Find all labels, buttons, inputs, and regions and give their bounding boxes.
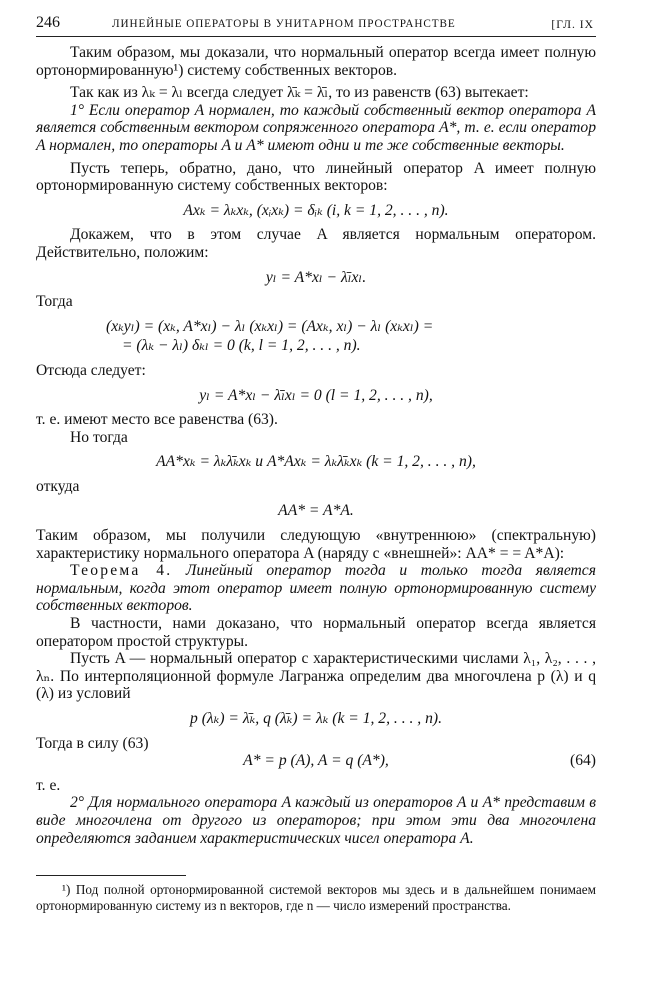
paragraph-ie: т. е.	[36, 776, 61, 794]
equation-y-def: yₗ = A*xₗ − λ̄ₗxₗ.	[265, 268, 367, 286]
paragraph-whence: откуда	[36, 477, 80, 495]
paragraph-11: Таким образом, мы получили следующую «внутреннюю» (спектральную) характеристику нормального оператора A (наряду с «внешней»: AA* = = A*A):	[36, 527, 596, 562]
equation-64: A* = p (A), A = q (A*),	[243, 752, 389, 770]
paragraph-hence: Отсюда следует:	[36, 361, 146, 379]
chapter-label: [ГЛ. IX	[551, 18, 594, 31]
equation-inner-product-a: (xₖyₗ) = (xₖ, A*xₗ) − λₗ (xₖxₗ) = (Axₖ, xₗ) − λₗ (xₖxₗ) =	[106, 317, 434, 335]
footnote	[36, 882, 596, 913]
equation-normal: AA* = A*A.	[278, 502, 354, 520]
header-rule	[36, 36, 596, 37]
paragraph-8: т. е. имеют место все равенства (63).	[36, 411, 278, 429]
paragraph-then: Тогда	[36, 293, 73, 311]
equation-inner-product-b: = (λₖ − λₗ) δₖₗ = 0 (k, l = 1, 2, . . . , n).	[122, 337, 361, 355]
paragraph-2: Так как из λₖ = λₗ всегда следует λ̄ₖ = λ̄ₗ, то из равенств (63) вытекает:	[70, 84, 529, 102]
property-2: 2° Для нормального оператора A каждый из операторов A и A* представим в виде многочлена от другого из операторов; при этом эти два многочлена определяются заданием характеристических чисел оператора A.	[36, 794, 596, 847]
equation-eigen: Axₖ = λₖxₖ, (xᵢxₖ) = δᵢₖ (i, k = 1, 2, . . . , n).	[183, 201, 449, 219]
paragraph-13: Пусть A — нормальный оператор с характеристическими числами λ₁, λ₂, . . . , λₙ. По интерполяционной формуле Лагранжа определим два многочлена p (λ) и q (λ) из условий	[36, 650, 596, 703]
page	[36, 14, 596, 913]
running-title: ЛИНЕЙНЫЕ ОПЕРАТОРЫ В УНИТАРНОМ ПРОСТРАНСТВЕ	[112, 18, 456, 30]
equation-lagrange: p (λₖ) = λ̄ₖ, q (λ̄ₖ) = λₖ (k = 1, 2, . . . , n).	[190, 710, 442, 727]
paragraph-4: Пусть теперь, обратно, дано, что линейный оператор A имеет полную ортонормированную систему собственных векторов:	[36, 159, 596, 195]
page-number: 246	[36, 14, 60, 31]
paragraph-5: Докажем, что в этом случае A является нормальным оператором. Действительно, положим:	[36, 226, 596, 261]
footnote-rule	[36, 875, 186, 876]
equation-64-row	[36, 752, 596, 770]
equation-number-64: (64)	[570, 752, 596, 770]
theorem-text: Линейный оператор тогда и только тогда является нормальным, когда этот оператор имеет полную ортонормированную систему собственных векторов.	[36, 562, 596, 615]
paragraph-1: Таким образом, мы доказали, что нормальный оператор всегда имеет полную ортонормированную¹) систему собственных векторов.	[36, 44, 596, 79]
equation-commute-action: AA*xₖ = λₖλ̄ₖxₖ и A*Axₖ = λₖλ̄ₖxₖ (k = 1, 2, . . . , n),	[156, 453, 476, 471]
paragraph-14: Тогда в силу (63)	[36, 734, 149, 752]
footnote-text: ¹) Под полной ортонормированной системой векторов мы здесь и в дальнейшем понимаем ортонормированную систему из n векторов, где n — число измерений пространства.	[36, 882, 596, 913]
paragraph-but-then: Но тогда	[70, 428, 128, 446]
theorem-label: Теорема 4.	[70, 562, 173, 580]
property-1: 1° Если оператор A нормален, то каждый собственный вектор оператора A является собственным вектором сопряженного оператора A*, т. е. если оператор A нормален, то операторы A и A* имеют одни и те же собственные векторы.	[36, 101, 596, 154]
paragraph-12: В частности, нами доказано, что нормальный оператор всегда является оператором простой структуры.	[36, 615, 596, 650]
equation-y-zero: yₗ = A*xₗ − λ̄ₗxₗ = 0 (l = 1, 2, . . . , n),	[199, 386, 433, 404]
theorem-4	[36, 562, 596, 615]
running-header	[36, 14, 596, 36]
